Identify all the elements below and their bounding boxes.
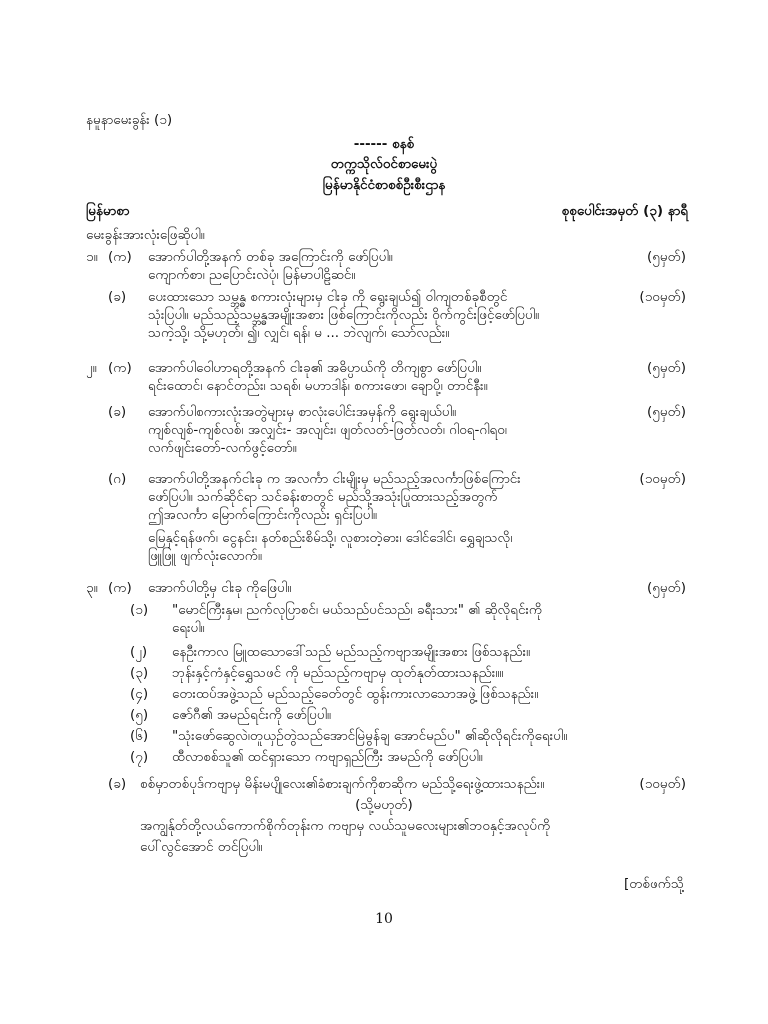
sub-item-text: နေဦးကာလ မြူထသောဒေါ်သည် မည်သည့်ကဗျာအမျိုးအစား ဖြစ်သနည်း။ bbox=[172, 644, 531, 660]
sub-item-text: "သုံးဖော်ဆွေလဲ၊တူယှဉ်တွဲသည်အောင်မြဲမွန်ချ အောင်မည်ပ" ၏ဆိုလိုရင်းကိုရေးပါ။ bbox=[172, 728, 568, 744]
part-text bbox=[148, 360, 608, 396]
subject-label: မြန်မာစာ bbox=[86, 203, 130, 219]
part-label: (ဂ) bbox=[108, 471, 127, 487]
part-label: (က) bbox=[108, 249, 132, 265]
sub-item-number: (၇) bbox=[130, 749, 149, 765]
sub-item-number: (၃) bbox=[130, 665, 149, 681]
text-line: ကျစ်လျစ်-ကျစ်လစ်၊ အလျှင်း- အလျင်း၊ ဖျတ်လတ်-ဖြတ်လတ်၊ ဂါဝရ-ဂါရဝ၊ bbox=[148, 421, 507, 438]
text-line: "မောင်ကြီးနှမ၊ ညက်လုပြာစင်၊ မယ်သည်ပင်သည်၊ ခရီးသား" ၏ ဆိုလိုရင်းကို bbox=[172, 602, 543, 618]
time-allowed: စုစုပေါင်းအမှတ် (၃) နာရီ bbox=[561, 203, 688, 219]
marks: (၅မှတ်) bbox=[647, 580, 686, 596]
text-line: မြေနှင့်ရန်ဖက်၊ ငွေနင်း၊ နတ်စည်းစိမ်သို့၊ လူစားတဲ့ဓား၊ ဒေါင်ဒေါင်၊ ရွှေချသလို၊ bbox=[148, 530, 513, 547]
part-text: အကျွန်ုတ်တို့လယ်ကောက်စိုက်တုန်းက ကဗျာမှ လယ်သူမလေးများ၏ဘဝနှင့်အလုပ်ကို bbox=[140, 818, 551, 834]
instruction: မေးခွန်းအားလုံးဖြေဆိုပါ။ bbox=[86, 227, 205, 243]
sub-item-number: (၂) bbox=[130, 644, 148, 660]
part-text bbox=[148, 471, 618, 566]
text-line: သကဲ့သို့၊ သို့မဟုတ်၊ ၍၊ လျှင်၊ ရန်၊ မ ... ဘဲလျက်၊ သော်လည်း။ bbox=[148, 324, 450, 341]
header-line-3: မြန်မာနိုင်ငံစာစစ်ဦးစီးဌာန bbox=[322, 177, 446, 193]
part-label: (ခ) bbox=[108, 289, 127, 305]
text-line: အောက်ပါတို့အနက်ငါးခု က အလင်္ကာ ငါးမျိုးမှ မည်သည့်အလင်္ကာဖြစ်ကြောင်း bbox=[148, 471, 521, 487]
header-line-1: ------ စနစ် bbox=[353, 136, 415, 152]
text-line: လက်ဖျင်းတော်-လက်ဖွင့်တော်။ bbox=[148, 439, 297, 456]
marks: (၅မှတ်) bbox=[647, 360, 686, 376]
text-line: သုံးပြပါ။ မည်သည့်သမ္ဘန္ဓအမျိုးအစား ဖြစ်ကြောင်းကိုလည်း ဝိုက်ကွင်းဖြင့်ဖော်ပြပါ။ bbox=[148, 306, 540, 323]
sub-item-number: (၄) bbox=[130, 686, 149, 702]
continued-note: [တစ်ဖက်သို့ bbox=[624, 876, 684, 892]
text-line: ကျောက်စာ၊ ညပြောင်းလဲပုံ၊ မြန်မာပါဠိဆင်။ bbox=[148, 266, 356, 283]
text-line: ရင်းထောင်၊ နောင်တည်း၊ သရစ်၊ မဟာဒါန်၊ စကားဖော၊ ချောပို့၊ တာင်နီး။ bbox=[148, 377, 488, 394]
text-line: ဤအလင်္ကာ မြောက်ကြောင်းကိုလည်း ရှင်းပြပါ။ bbox=[148, 506, 377, 523]
header-line-2: တက္ကသိုလ်ဝင်စာမေးပွဲ bbox=[330, 156, 438, 172]
text-line: ဖြူဖြူ ဖျက်လုံးလောက်။ bbox=[148, 548, 263, 565]
part-label: (က) bbox=[108, 360, 132, 376]
part-text: စစ်မှာတစ်ပုဒ်ကဗျာမှ မိန်းမပျိုလေး၏ခံစားချက်ကိုစာဆိုက မည်သို့ရေးဖွဲ့ထားသနည်း။ bbox=[140, 776, 545, 792]
sub-item-text: ဇော်ဂီ၏ အမည်ရင်းကို ဖော်ပြပါ။ bbox=[172, 707, 331, 723]
marks: (၅မှတ်) bbox=[647, 249, 686, 265]
sub-item-number: (၅) bbox=[130, 707, 149, 723]
text-line: ဖော်ပြပါ။ သက်ဆိုင်ရာ သင်ခန်းစာတွင် မည်သို့အသုံးပြုထားသည့်အတွက် bbox=[148, 488, 498, 505]
text-line: အောက်ပါဝေါဟာရတို့အနက် ငါးခု၏ အဓိပ္ပာယ်ကို တိကျစွာ ဖော်ပြပါ။ bbox=[148, 360, 482, 376]
part-label: (က) bbox=[108, 580, 132, 596]
sub-item-text: ထီလာစစ်သူ၏ ထင်ရှားသော ကဗျာရှည်ကြီး အမည်ကို ဖော်ပြပါ။ bbox=[172, 749, 483, 765]
question-number: ၁။ bbox=[86, 249, 98, 265]
question-number: ၃။ bbox=[86, 580, 98, 596]
sub-item-text: ဘုန်းနှင့်ကံနှင့်ရွှေသဖင် ကို မည်သည့်ကဗျာမှ ထုတ်နုတ်ထားသနည်း။။ bbox=[172, 665, 504, 681]
text-line: အောက်ပါတို့အနက် တစ်ခု အကြောင်းကို ဖော်ပြပါ။ bbox=[148, 249, 393, 265]
part-text bbox=[148, 404, 618, 457]
text-line: ပေးထားသော သမ္ဘန္ဓ စကားလုံးများမှ ငါးခု ကို ရွေးချယ်၍ ဝါကျတစ်ခုစီတွင် bbox=[148, 289, 508, 305]
page-number: 10 bbox=[375, 911, 393, 927]
part-text: ပေါ်လွင်အောင် တင်ပြပါ။ bbox=[140, 839, 263, 855]
part-text bbox=[148, 289, 618, 342]
part-text bbox=[148, 249, 608, 285]
question-number: ၂။ bbox=[86, 360, 97, 376]
marks: (၁၀မှတ်) bbox=[639, 289, 686, 305]
sub-item-text: တေးထပ်အဖွဲ့သည် မည်သည့်ခေတ်တွင် ထွန်းကားလာသောအဖွဲ့ ဖြစ်သနည်း။ bbox=[172, 686, 539, 702]
part-label: (ခ) bbox=[108, 404, 127, 420]
sub-item-number: (၁) bbox=[130, 602, 149, 618]
sub-item-text bbox=[172, 602, 542, 638]
sub-item-number: (၆) bbox=[130, 728, 149, 744]
text-line: ရေးပါ။ bbox=[172, 619, 205, 636]
marks: (၅မှတ်) bbox=[647, 404, 686, 420]
part-label: (ခ) bbox=[108, 776, 127, 792]
marks: (၁၀မှတ်) bbox=[639, 471, 686, 487]
text-line: အောက်ပါစကားလုံးအတွဲများမှ စာလုံးပေါင်းအမှန်ကို ရွေးချယ်ပါ။ bbox=[148, 404, 457, 420]
marks: (၁၀မှတ်) bbox=[639, 776, 686, 792]
or-label: (သို့မဟုတ်) bbox=[355, 797, 413, 813]
part-intro: အောက်ပါတို့မှ ငါးခု ကိုဖြေပါ။ bbox=[148, 580, 292, 596]
sample-question-label: နမူနာမေးခွန်း (၁) bbox=[86, 112, 173, 128]
